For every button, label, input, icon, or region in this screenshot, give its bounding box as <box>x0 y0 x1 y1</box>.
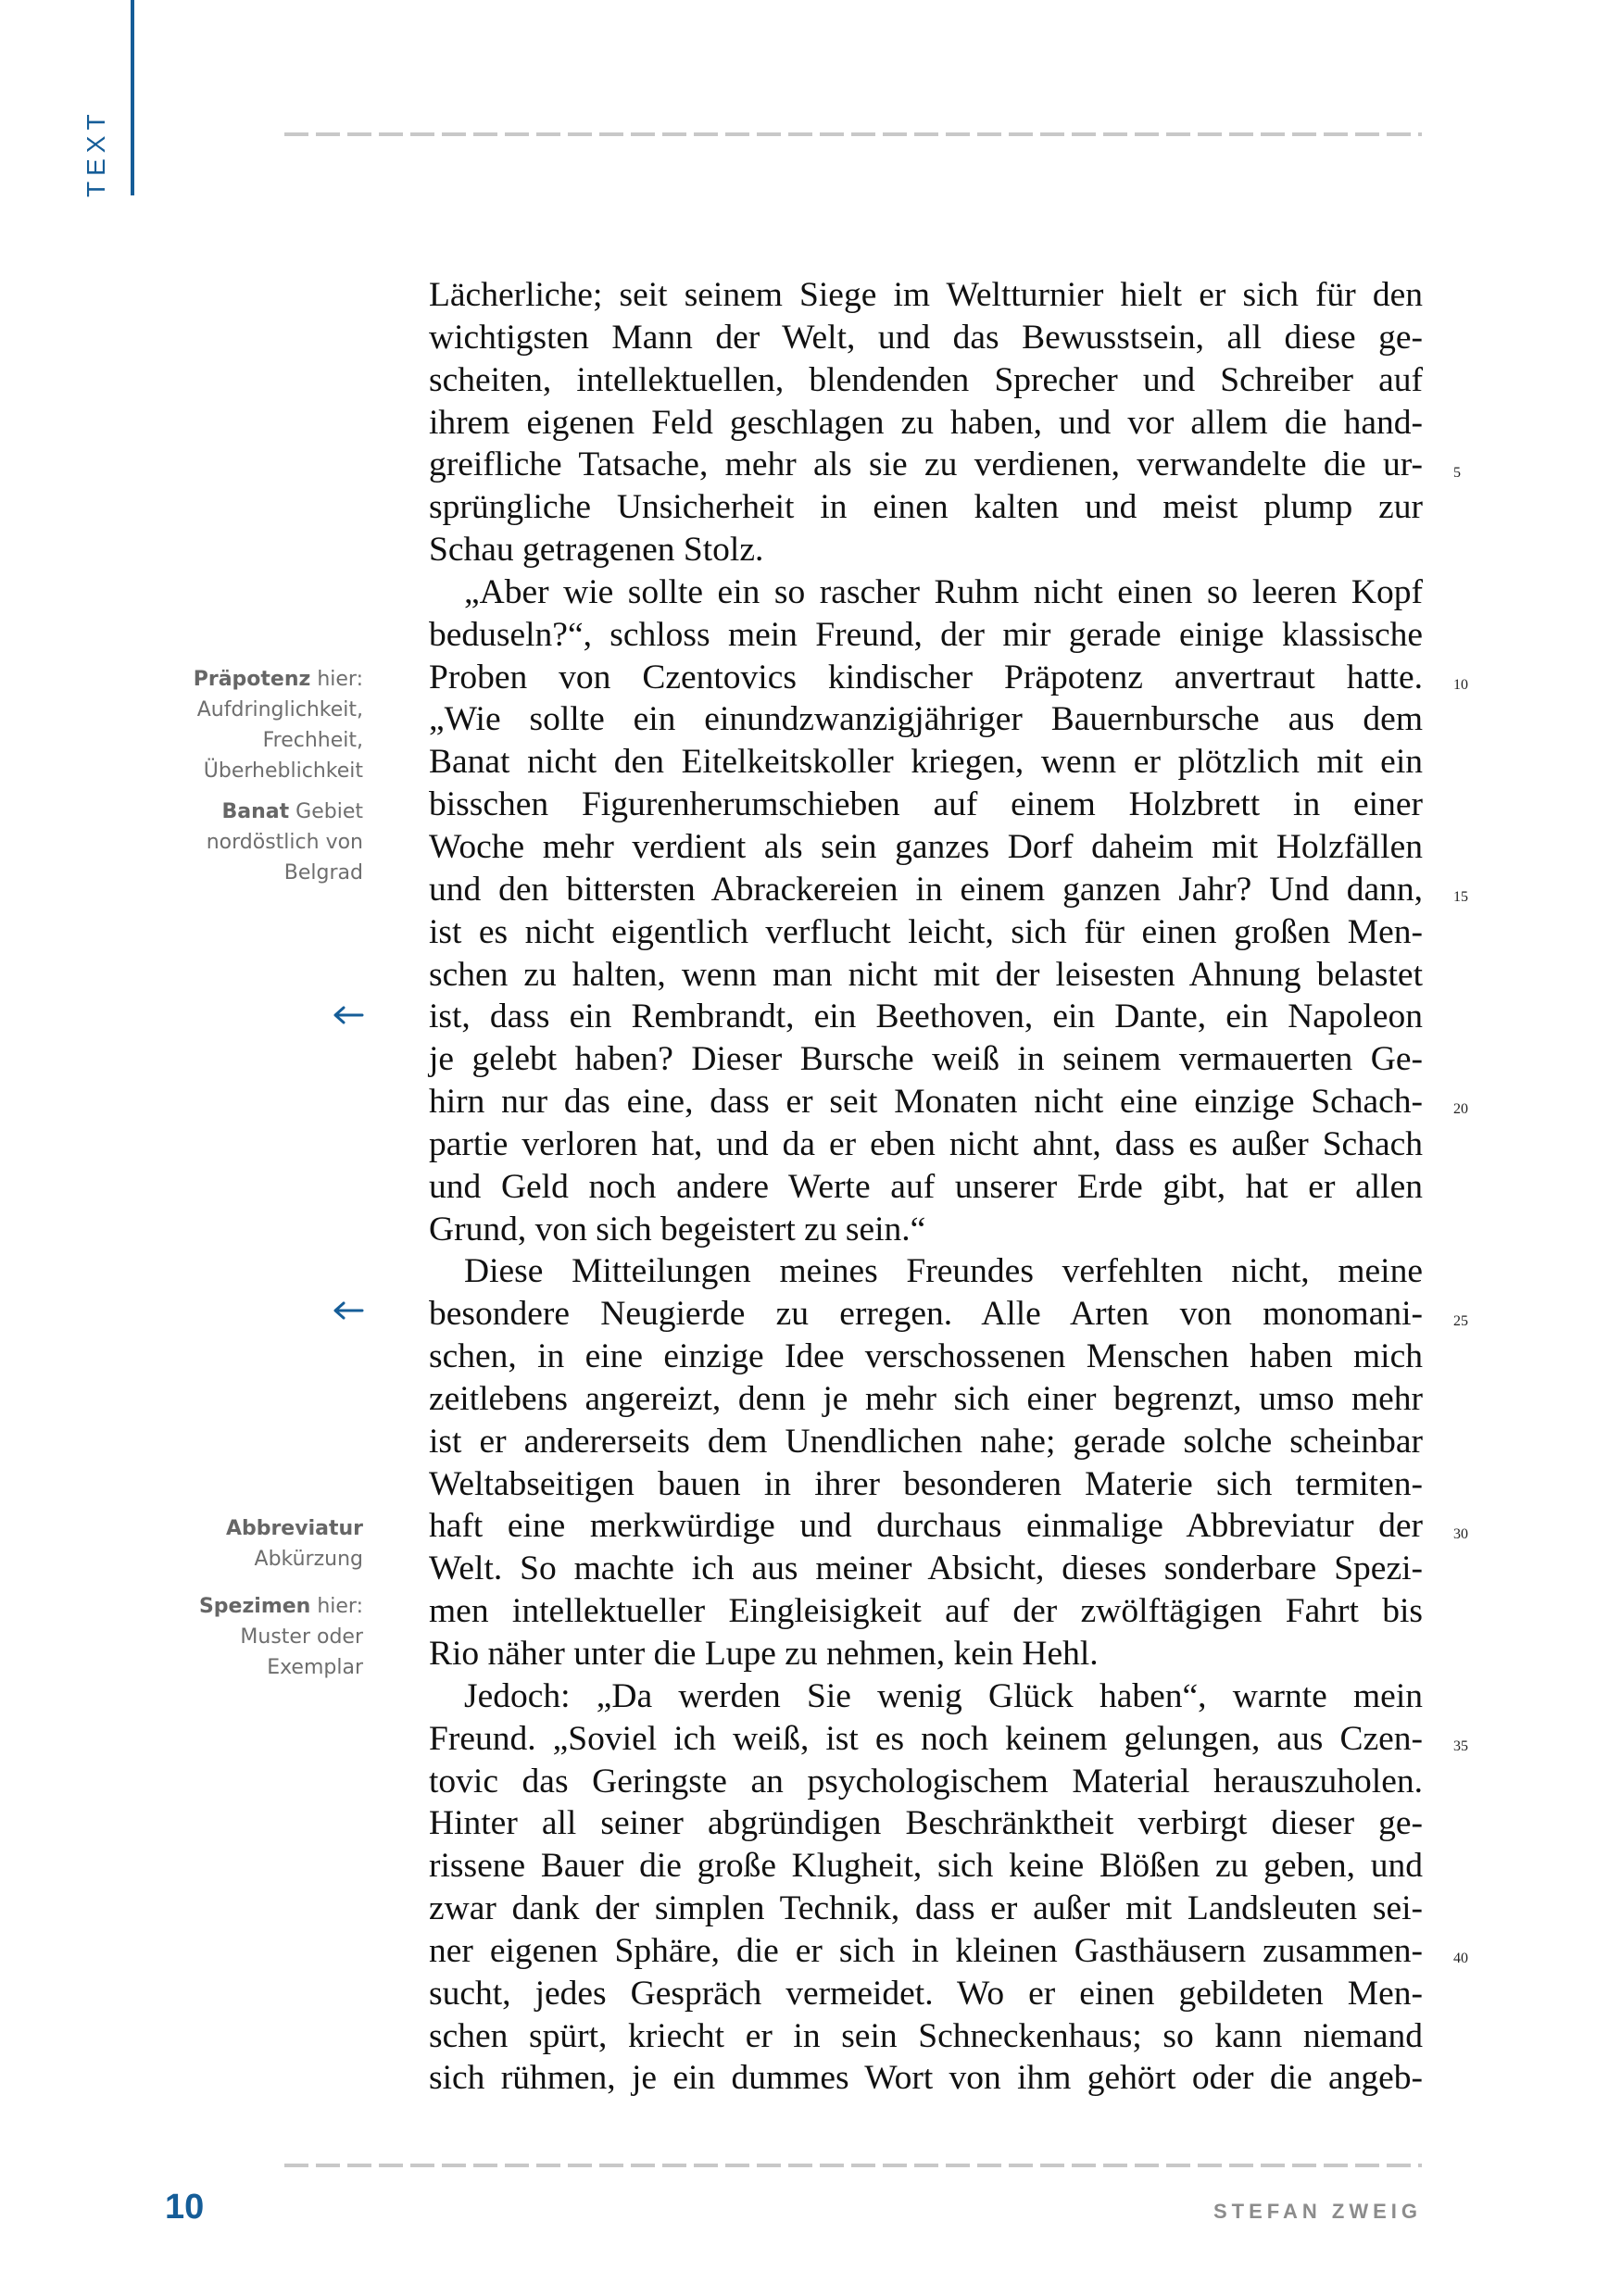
top-dashed-divider <box>284 132 1422 136</box>
text-line: Hinter all seiner abgründigen Beschränktheit verbirgt dieser ge- <box>429 1804 1423 1843</box>
gloss-definition: Gebiet nordöstlich von Belgrad <box>206 800 363 885</box>
text-line: und den bittersten Abrackereien in einem ganzen Jahr? Und dann, <box>429 870 1423 909</box>
gloss-term: Präpotenz <box>193 668 311 691</box>
text-line: Jedoch: „Da werden Sie wenig Glück haben“, warnte mein <box>464 1676 1423 1715</box>
page-number: 10 <box>165 2188 205 2227</box>
text-line: „Aber wie sollte ein so rascher Ruhm nicht einen so leeren Kopf <box>464 572 1423 611</box>
text-line: men intellektueller Eingleisigkeit auf der zwölftägigen Fahrt bis <box>429 1592 1423 1631</box>
gloss-definition: Abkürzung <box>254 1548 363 1571</box>
text-line: zwar dank der simplen Technik, dass er außer mit Landsleuten sei- <box>429 1889 1423 1928</box>
text-line: bisschen Figurenherumschieben auf einem Holzbrett in einer <box>429 785 1423 824</box>
text-line: beduseln?“, schloss mein Freund, der mir gerade einige klassische <box>429 615 1423 654</box>
line-number: 15 <box>1453 889 1468 905</box>
text-line: ist er andererseits dem Unendlichen nahe; gerade solche scheinbar <box>429 1422 1423 1461</box>
text-line: sich rühmen, je ein dummes Wort von ihm gehört oder die angeb- <box>429 2059 1423 2098</box>
text-line: Rio näher unter die Lupe zu nehmen, kein Hehl. <box>429 1635 1099 1673</box>
line-number: 10 <box>1453 677 1468 693</box>
bottom-dashed-divider <box>284 2164 1422 2167</box>
line-number: 20 <box>1453 1101 1468 1117</box>
text-line: sprüngliche Unsicherheit in einen kalten und meist plump zur <box>429 488 1423 527</box>
text-line: Welt. So machte ich aus meiner Absicht, dieses sonderbare Spezi- <box>429 1549 1423 1588</box>
gloss-term: Banat <box>221 800 290 823</box>
text-line: haft eine merkwürdige und durchaus einmalige Abbreviatur der <box>429 1507 1423 1546</box>
text-line: Diese Mitteilungen meines Freundes verfehlten nicht, meine <box>464 1252 1423 1291</box>
gloss-definition: hier: Aufdringlichkeit, Frechheit, Überheblichkeit <box>196 668 363 783</box>
section-label: TEXT <box>82 108 110 197</box>
gloss-term: Abbreviatur <box>225 1517 363 1540</box>
gloss-abbreviatur <box>159 1513 363 1575</box>
text-line: tovic das Geringste an psychologischem Material herauszuholen. <box>429 1762 1423 1800</box>
text-line: zeitlebens angereizt, denn je mehr sich einer begrenzt, umso mehr <box>429 1379 1423 1418</box>
text-line: Banat nicht den Eitelkeitskoller kriegen, wenn er plötzlich mit ein <box>429 743 1423 782</box>
line-number: 35 <box>1453 1738 1468 1754</box>
text-line: und Geld noch andere Werte auf unserer Erde gibt, hat er allen <box>429 1167 1423 1206</box>
gloss-spezimen <box>159 1591 363 1683</box>
line-number: 30 <box>1453 1526 1468 1542</box>
text-line: Lächerliche; seit seinem Siege im Weltturnier hielt er sich für den <box>429 276 1423 314</box>
text-line: sucht, jedes Gespräch vermeidet. Wo er einen gebildeten Men- <box>429 1974 1423 2013</box>
gloss-banat <box>159 797 363 888</box>
text-line: je gelebt haben? Dieser Bursche weiß in seinem vermauerten Ge- <box>429 1040 1423 1079</box>
text-line: partie verloren hat, und da er eben nicht ahnt, dass es außer Schach <box>429 1124 1423 1163</box>
gloss-term: Spezimen <box>198 1595 311 1618</box>
body-text <box>429 274 1423 2100</box>
line-number: 40 <box>1453 1951 1468 1966</box>
arrow-left-icon <box>331 1299 364 1322</box>
text-line: wichtigsten Mann der Welt, und das Bewusstsein, all diese ge- <box>429 318 1423 357</box>
text-line: schen, in eine einzige Idee verschossenen Menschen haben mich <box>429 1337 1423 1376</box>
text-line: „Wie sollte ein einundzwanzigjähriger Bauernbursche aus dem <box>429 700 1423 739</box>
text-line: hirn nur das eine, dass er seit Monaten nicht eine einzige Schach- <box>429 1083 1423 1122</box>
author-name: STEFAN ZWEIG <box>1213 2200 1422 2223</box>
arrow-left-icon <box>331 1004 364 1026</box>
line-number: 5 <box>1453 465 1461 481</box>
text-line: Proben von Czentovics kindischer Präpotenz anvertraut hatte. <box>429 658 1423 696</box>
text-line: ner eigenen Sphäre, die er sich in kleinen Gasthäusern zusammen- <box>429 1931 1423 1970</box>
text-line: schen spürt, kriecht er in sein Schneckenhaus; so kann niemand <box>429 2016 1423 2055</box>
line-number: 25 <box>1453 1313 1468 1329</box>
text-line: Schau getragenen Stolz. <box>429 531 764 570</box>
text-line: schen zu halten, wenn man nicht mit der leisesten Ahnung belastet <box>429 955 1423 994</box>
text-line: scheiten, intellektuellen, blendenden Sprecher und Schreiber auf <box>429 360 1423 399</box>
text-line: ist es nicht eigentlich verflucht leicht, sich für einen großen Men- <box>429 912 1423 951</box>
text-line: ist, dass ein Rembrandt, ein Beethoven, ein Dante, ein Napoleon <box>429 997 1423 1036</box>
gloss-definition: hier: Muster oder Exemplar <box>240 1595 363 1679</box>
text-line: greifliche Tatsache, mehr als sie zu verdienen, verwandelte die ur- <box>429 445 1423 484</box>
text-line: Weltabseitigen bauen in ihrer besonderen Materie sich termiten- <box>429 1464 1423 1503</box>
text-line: Woche mehr verdient als sein ganzes Dorf daheim mit Holzfällen <box>429 827 1423 866</box>
gloss-praepotenz <box>159 664 363 786</box>
text-line: besondere Neugierde zu erregen. Alle Arten von monomani- <box>429 1295 1423 1334</box>
text-line: Grund, von sich begeistert zu sein.“ <box>429 1210 926 1248</box>
text-line: Freund. „Soviel ich weiß, ist es noch keinem gelungen, aus Czen- <box>429 1719 1423 1758</box>
text-line: rissene Bauer die große Klugheit, sich keine Blößen zu geben, und <box>429 1847 1423 1886</box>
text-line: ihrem eigenen Feld geschlagen zu haben, und vor allem die hand- <box>429 403 1423 442</box>
